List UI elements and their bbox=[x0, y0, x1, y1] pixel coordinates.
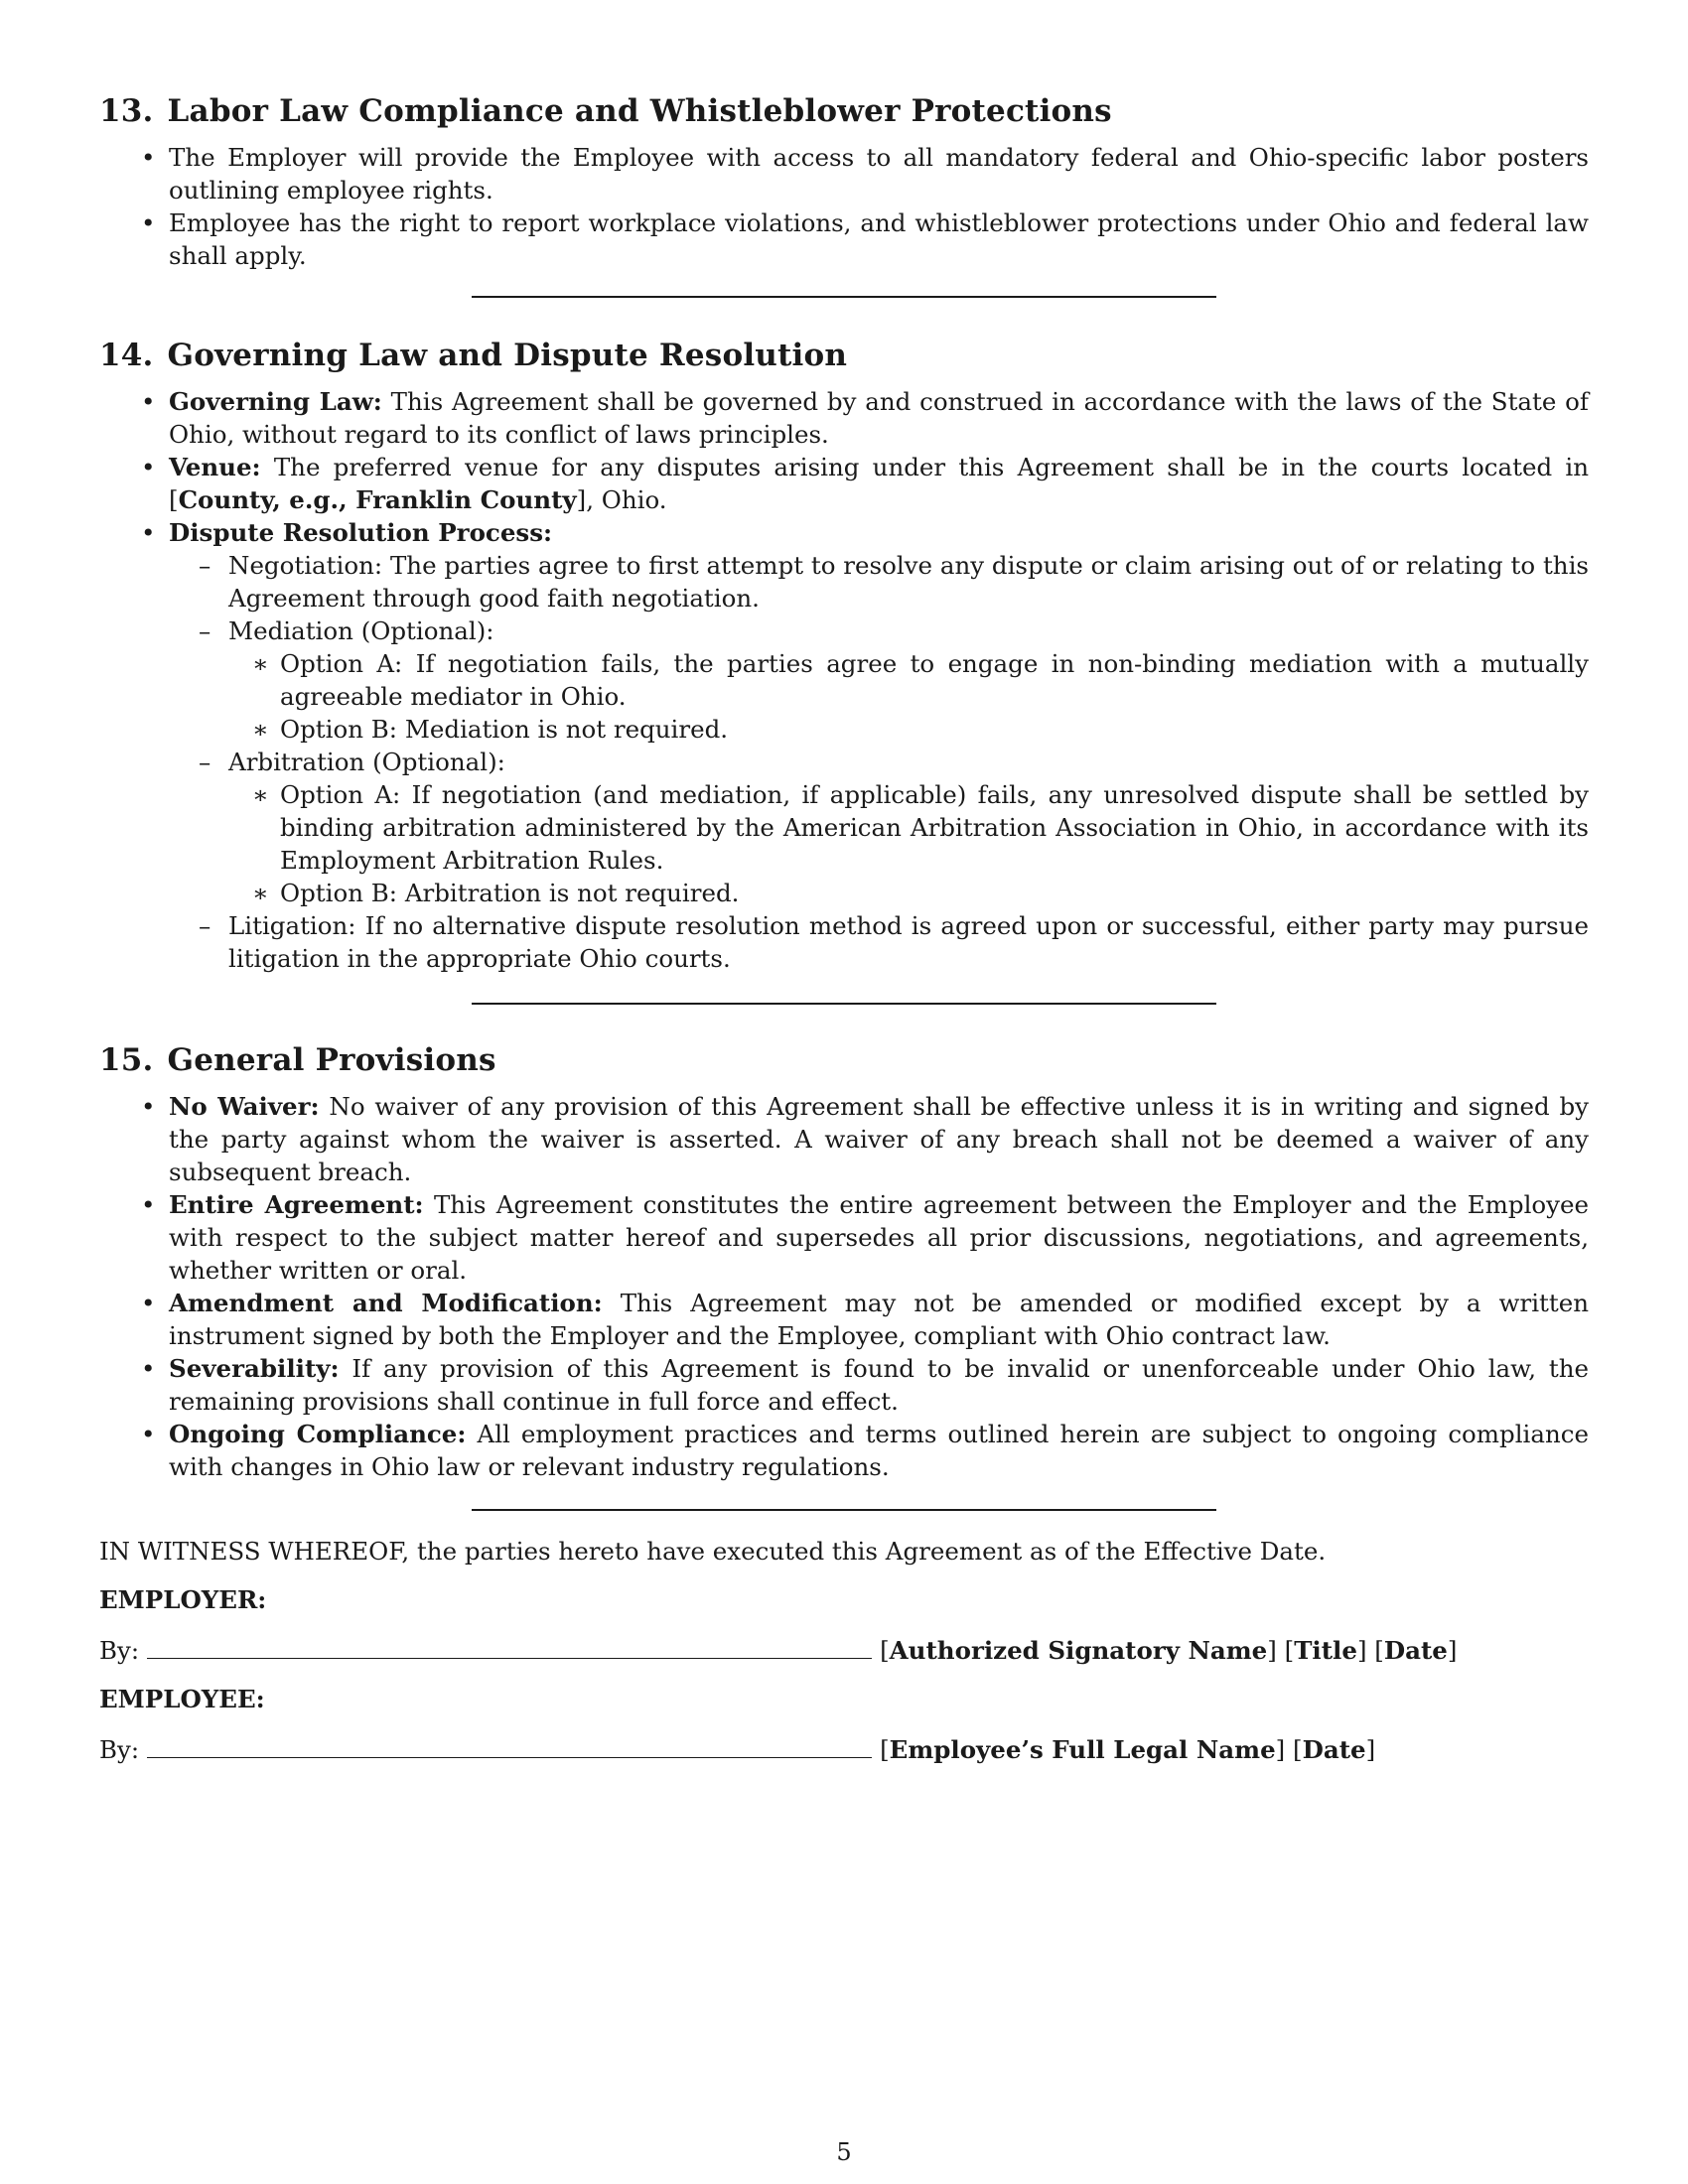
venue-placeholder: County, e.g., Franklin County bbox=[178, 485, 577, 514]
entire-agreement-label: Entire Agreement: bbox=[169, 1190, 424, 1219]
sublist-item-negotiation: – Negotiation: The parties agree to first attempt to resolve any dispute or claim arising out of or relating to this Agreement through good faith negotiation. bbox=[228, 549, 1589, 614]
amendment-label: Amendment and Modification: bbox=[169, 1289, 603, 1317]
section-14-heading bbox=[99, 336, 1589, 375]
list-item-severability bbox=[169, 1352, 1589, 1418]
arbitration-label: Arbitration (Optional): bbox=[228, 748, 505, 776]
witness-statement: IN WITNESS WHEREOF, the parties hereto have executed this Agreement as of the Effective Date. bbox=[99, 1537, 1327, 1566]
list-item-governing-law bbox=[169, 385, 1589, 451]
sublist-item-mediation bbox=[228, 614, 1589, 746]
list-item-dispute-resolution bbox=[169, 516, 1589, 975]
employee-signature-row bbox=[99, 1733, 1589, 1766]
section-divider bbox=[472, 1003, 1216, 1005]
list-item-ongoing-compliance bbox=[169, 1418, 1589, 1483]
venue-label: Venue: bbox=[169, 453, 261, 481]
mediation-option-a: ∗ Option A: If negotiation fails, the parties agree to engage in non-binding mediation with a mutually agreeable mediator in Ohio. bbox=[280, 647, 1589, 713]
section-14-list bbox=[99, 385, 1589, 975]
arbitration-option-b: ∗ Option B: Arbitration is not required. bbox=[280, 877, 1589, 909]
dispute-sublist bbox=[169, 549, 1589, 975]
section-divider bbox=[472, 296, 1216, 298]
section-15 bbox=[99, 1040, 1589, 1483]
severability-text: If any provision of this Agreement is found to be invalid or unenforceable under Ohio law, the remaining provisions shall continue in full force and effect. bbox=[169, 1354, 1589, 1416]
employer-by-label: By: bbox=[99, 1636, 140, 1665]
employee-by-label: By: bbox=[99, 1735, 140, 1764]
document-page bbox=[99, 91, 1589, 1766]
employer-signatory-title: Title bbox=[1294, 1636, 1357, 1665]
list-item-amendment bbox=[169, 1287, 1589, 1352]
page-number: 5 bbox=[836, 2138, 852, 2166]
list-item-venue bbox=[169, 451, 1589, 516]
employee-signatory-date: Date bbox=[1302, 1735, 1366, 1764]
venue-text-before: The preferred venue for any disputes arising under this Agreement shall be in the courts located in [ bbox=[169, 453, 1589, 514]
severability-label: Severability: bbox=[169, 1354, 340, 1383]
list-item: • The Employer will provide the Employee with access to all mandatory federal and Ohio-specific labor posters outlining employee rights. bbox=[169, 141, 1589, 206]
mediation-option-b: ∗ Option B: Mediation is not required. bbox=[280, 713, 1589, 746]
employee-signatory-name: Employee’s Full Legal Name bbox=[889, 1735, 1276, 1764]
list-item: • Employee has the right to report workplace violations, and whistleblower protections under Ohio and federal law shall apply. bbox=[169, 206, 1589, 272]
section-13-heading bbox=[99, 91, 1589, 131]
governing-law-text: This Agreement shall be governed by and construed in accordance with the laws of the State of Ohio, without regard to its conflict of laws principles. bbox=[169, 387, 1589, 449]
ongoing-compliance-text: All employment practices and terms outlined herein are subject to ongoing compliance with changes in Ohio law or relevant industry regulations. bbox=[169, 1420, 1589, 1481]
section-14 bbox=[99, 336, 1589, 975]
no-waiver-text: No waiver of any provision of this Agreement shall be effective unless it is in writing and signed by the party against whom the waiver is asserted. A waiver of any breach shall not be deemed a waiver of any subsequent breach. bbox=[169, 1092, 1589, 1186]
section-15-list bbox=[99, 1090, 1589, 1483]
section-15-title: General Provisions bbox=[167, 1042, 496, 1078]
employee-signature-line[interactable] bbox=[147, 1735, 872, 1758]
venue-text-after: ], Ohio. bbox=[576, 485, 667, 514]
employer-signatory-details: [Authorized Signatory Name] [Title] [Date] bbox=[880, 1636, 1458, 1665]
section-13-list bbox=[99, 141, 1589, 272]
section-13-title: Labor Law Compliance and Whistleblower Protections bbox=[167, 93, 1112, 129]
employee-label: EMPLOYEE: bbox=[99, 1685, 265, 1713]
governing-law-label: Governing Law: bbox=[169, 387, 382, 416]
section-13-number: 13. bbox=[99, 93, 154, 129]
amendment-text: This Agreement may not be amended or modified except by a written instrument signed by both the Employer and the Employee, compliant with Ohio contract law. bbox=[169, 1289, 1589, 1350]
list-item-entire-agreement bbox=[169, 1188, 1589, 1287]
employee-signatory-details: [Employee’s Full Legal Name] [Date] bbox=[880, 1735, 1376, 1764]
arbitration-options bbox=[228, 778, 1589, 909]
no-waiver-label: No Waiver: bbox=[169, 1092, 320, 1121]
employer-signatory-date: Date bbox=[1383, 1636, 1448, 1665]
arbitration-option-a: ∗ Option A: If negotiation (and mediation, if applicable) fails, any unresolved dispute shall be settled by binding arbitration administered by the American Arbitration Association in Ohio, in accordance with its Employment Arbitration Rules. bbox=[280, 778, 1589, 877]
employer-label: EMPLOYER: bbox=[99, 1585, 267, 1614]
employer-signatory-name: Authorized Signatory Name bbox=[889, 1636, 1268, 1665]
section-14-title: Governing Law and Dispute Resolution bbox=[167, 338, 848, 373]
employer-signature-row bbox=[99, 1634, 1589, 1667]
section-13 bbox=[99, 91, 1589, 272]
section-14-number: 14. bbox=[99, 338, 154, 373]
section-15-heading bbox=[99, 1040, 1589, 1080]
ongoing-compliance-label: Ongoing Compliance: bbox=[169, 1420, 467, 1448]
sublist-item-litigation: – Litigation: If no alternative dispute resolution method is agreed upon or successful, either party may pursue litigation in the appropriate Ohio courts. bbox=[228, 909, 1589, 975]
section-divider bbox=[472, 1509, 1216, 1511]
entire-agreement-text: This Agreement constitutes the entire agreement between the Employer and the Employee with respect to the subject matter hereof and supersedes all prior discussions, negotiations, and agreements, whether written or oral. bbox=[169, 1190, 1590, 1285]
mediation-label: Mediation (Optional): bbox=[228, 616, 494, 645]
signature-block bbox=[99, 1535, 1589, 1766]
dispute-label: Dispute Resolution Process: bbox=[169, 518, 553, 547]
list-item-no-waiver bbox=[169, 1090, 1589, 1188]
mediation-options bbox=[228, 647, 1589, 746]
employer-signature-line[interactable] bbox=[147, 1636, 872, 1659]
section-15-number: 15. bbox=[99, 1042, 154, 1078]
sublist-item-arbitration bbox=[228, 746, 1589, 909]
